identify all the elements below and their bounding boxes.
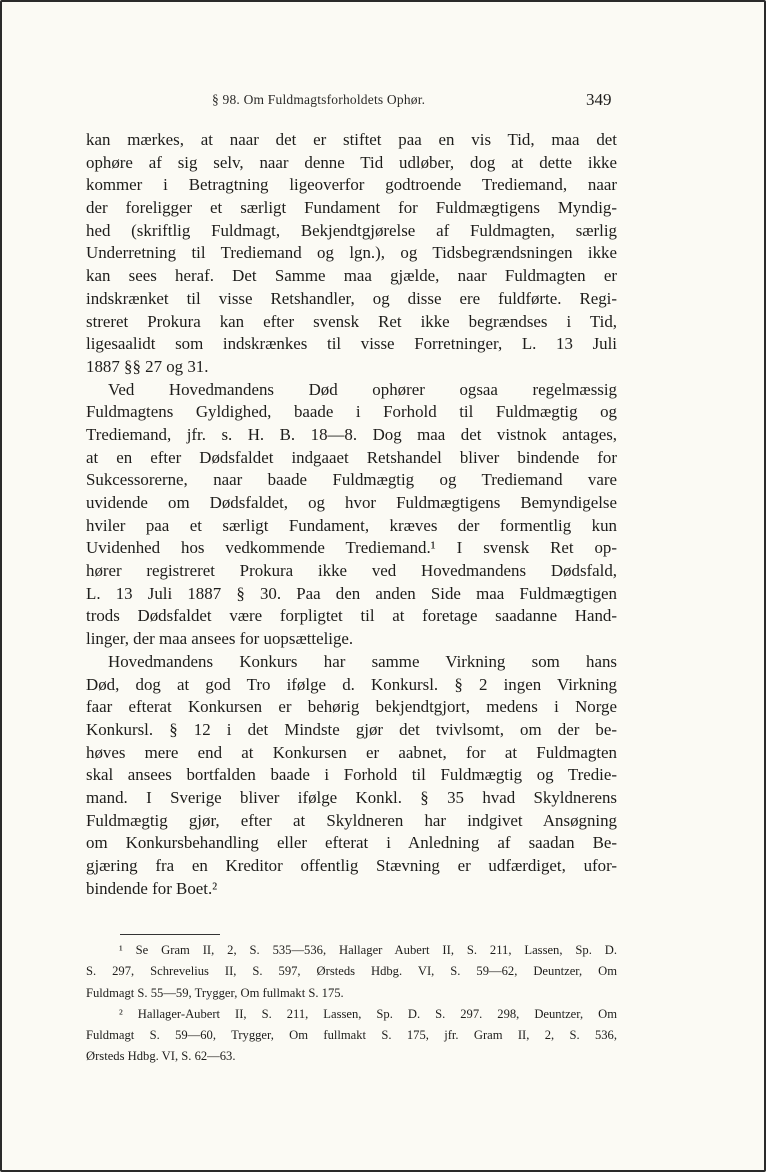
text-line: 1887 §§ 27 og 31. bbox=[86, 356, 209, 376]
text-line: Hovedmandens Konkurs har samme Virkning som hans bbox=[108, 651, 617, 671]
text-line: høves mere end at Konkursen er aabnet, for at Fuldmagten bbox=[86, 742, 617, 762]
text-line: hviler paa et særligt Fundament, kræves der formentlig kun bbox=[86, 515, 617, 535]
footnote-line: ² Hallager-Aubert II, S. 211, Lassen, Sp. D. S. 297. 298, Deuntzer, Om bbox=[119, 1006, 617, 1021]
text-line: Uvidenhed hos vedkommende Trediemand.¹ I svensk Ret op- bbox=[86, 538, 617, 558]
text-line: kommer i Betragtning ligeoverfor godtroende Trediemand, naar bbox=[86, 175, 617, 195]
text-line: hed (skriftlig Fuldmagt, Bekjendtgjørelse af Fuldmagten, særlig bbox=[86, 220, 617, 240]
text-line: mand. I Sverige bliver ifølge Konkl. § 35 hvad Skyldnerens bbox=[86, 787, 617, 807]
text-line: at en efter Dødsfaldet indgaaet Retshandel bliver bindende for bbox=[86, 447, 617, 467]
text-line: Fuldmægtig gjør, efter at Skyldneren har indgivet Ansøgning bbox=[86, 810, 617, 830]
text-line: Fuldmagtens Gyldighed, baade i Forhold til Fuldmægtig og bbox=[86, 402, 617, 422]
text-line: trods Dødsfaldet være forpligtet til at foretage saadanne Hand- bbox=[86, 606, 617, 626]
footnotes bbox=[86, 940, 617, 1068]
text-line: Trediemand, jfr. s. H. B. 18—8. Dog maa det vistnok antages, bbox=[86, 424, 617, 444]
footnote-line: Ørsteds Hdbg. VI, S. 62—63. bbox=[86, 1049, 236, 1064]
footnote-line: S. 297, Schrevelius II, S. 597, Ørsteds Hdbg. VI, S. 59—62, Deuntzer, Om bbox=[86, 964, 617, 979]
text-line: gjæring fra en Kreditor offentlig Stævning er udfærdiget, ufor- bbox=[86, 856, 617, 875]
text-line: Død, dog at god Tro ifølge d. Konkursl. § 2 ingen Virkning bbox=[86, 674, 617, 694]
text-line: der foreligger et særligt Fundament for Fuldmægtigens Myndig- bbox=[86, 198, 617, 218]
text-line: ligesaalidt som indskrænkes til visse Forretninger, L. 13 Juli bbox=[86, 334, 617, 354]
footnote-separator bbox=[120, 934, 220, 935]
text-line: Konkursl. § 12 i det Mindste gjør det tvivlsomt, om der be- bbox=[86, 719, 617, 739]
page-number: 349 bbox=[586, 90, 612, 109]
main-text bbox=[86, 129, 617, 900]
text-line: L. 13 Juli 1887 § 30. Paa den anden Side maa Fuldmægtigen bbox=[86, 583, 617, 603]
footnote-line: ¹ Se Gram II, 2, S. 535—536, Hallager Aubert II, S. 211, Lassen, Sp. D. bbox=[119, 943, 617, 957]
text-line: streret Prokura kan efter svensk Ret ikke begrændses i Tid, bbox=[86, 311, 617, 331]
text-line: bindende for Boet.² bbox=[86, 878, 218, 898]
text-line: linger, der maa ansees for uopsættelige. bbox=[86, 629, 354, 649]
running-title: § 98. Om Fuldmagtsforholdets Ophør. bbox=[212, 92, 426, 107]
text-line: faar efterat Konkursen er behørig bekjendtgjort, medens i Norge bbox=[86, 697, 617, 717]
text-line: Sukcessorerne, naar baade Fuldmægtig og Trediemand vare bbox=[86, 470, 617, 490]
text-line: indskrænket til visse Retshandler, og disse ere fuldførte. Regi- bbox=[86, 288, 617, 308]
text-line: uvidende om Dødsfaldet, og hvor Fuldmægtigens Bemyndigelse bbox=[86, 493, 617, 512]
text-line: kan mærkes, at naar det er stiftet paa en vis Tid, maa det bbox=[86, 130, 617, 149]
footnote-line: Fuldmagt S. 59—60, Trygger, Om fullmakt S. 175, jfr. Gram II, 2, S. 536, bbox=[86, 1028, 617, 1043]
text-line: Underretning til Trediemand og lgn.), og Tidsbegrændsningen ikke bbox=[86, 243, 617, 263]
text-line: hører registreret Prokura ikke ved Hovedmandens Dødsfald, bbox=[86, 561, 617, 581]
text-line: kan sees heraf. Det Samme maa gjælde, naar Fuldmagten er bbox=[86, 266, 617, 286]
running-header bbox=[0, 90, 766, 114]
text-line: ophøre af sig selv, naar denne Tid udløber, dog at dette ikke bbox=[86, 152, 617, 172]
text-line: Ved Hovedmandens Død ophører ogsaa regelmæssig bbox=[108, 379, 617, 399]
text-line: om Konkursbehandling eller efterat i Anledning af saadan Be- bbox=[86, 833, 617, 853]
text-line: skal ansees bortfalden baade i Forhold til Fuldmægtig og Tredie- bbox=[86, 765, 617, 785]
footnote-line: Fuldmagt S. 55—59, Trygger, Om fullmakt S. 175. bbox=[86, 985, 344, 1000]
